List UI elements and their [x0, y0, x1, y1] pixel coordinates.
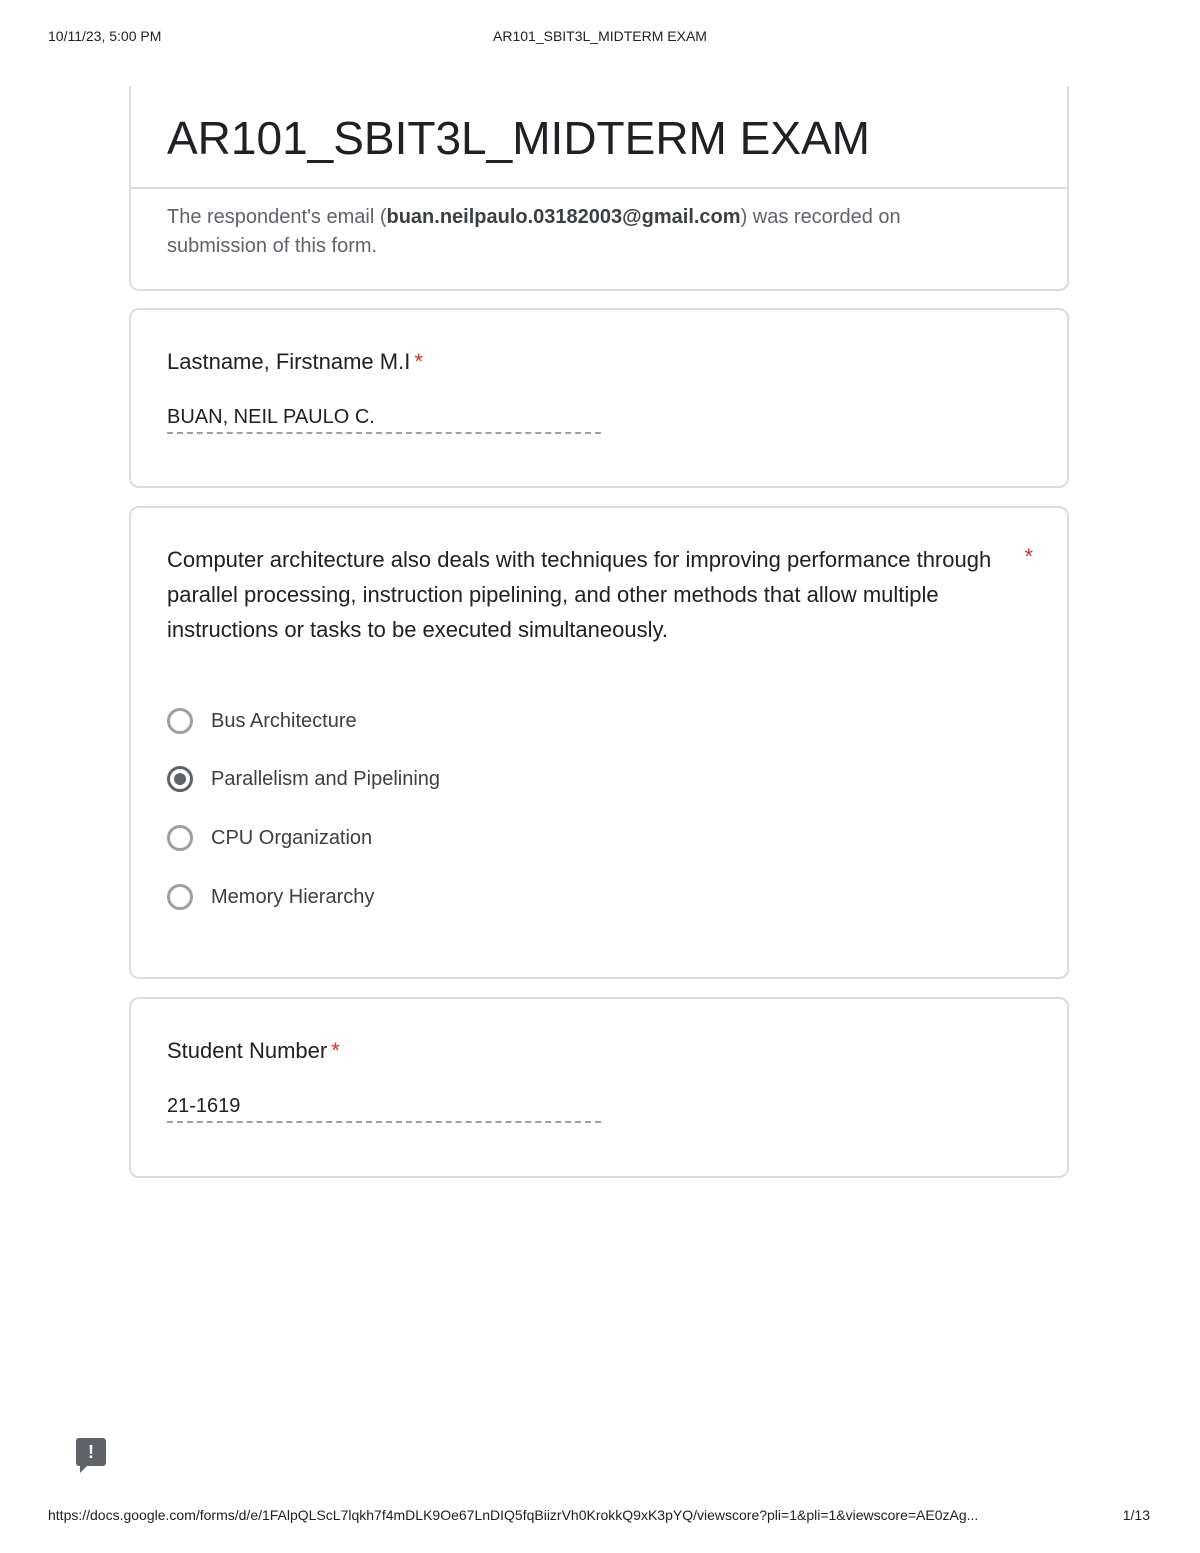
radio-button[interactable] — [167, 884, 193, 910]
email-notice-prefix: The respondent's email ( — [167, 206, 387, 228]
option-label: Bus Architecture — [211, 709, 357, 732]
option-label: Memory Hierarchy — [211, 885, 375, 908]
print-header — [48, 28, 1152, 48]
option-bus-architecture[interactable] — [167, 704, 357, 738]
option-label: Parallelism and Pipelining — [211, 767, 441, 790]
title-divider — [131, 187, 1067, 189]
radio-button-selected[interactable] — [167, 766, 193, 792]
print-url: https://docs.google.com/forms/d/e/1FAlpQLScL7lqkh7f4mDLK9Oe67LnDIQ5fqBiizrVh0KrokkQ9xK3pYQ/viewscore?pli=1&pli=1&viewscore=AE0zAg... — [48, 1507, 979, 1523]
feedback-icon[interactable]: ! — [76, 1438, 106, 1466]
name-label-text: Lastname, Firstname M.I — [167, 349, 411, 374]
option-memory-hierarchy[interactable] — [167, 880, 374, 914]
form-header-card — [129, 86, 1069, 291]
radio-button[interactable] — [167, 825, 193, 851]
email-recorded-notice — [167, 203, 987, 261]
option-cpu-organization[interactable] — [167, 821, 372, 855]
respondent-email: buan.neilpaulo.03182003@gmail.com — [386, 206, 741, 228]
radio-button[interactable] — [167, 708, 193, 734]
required-asterisk: * — [414, 349, 423, 374]
print-doc-title: AR101_SBIT3L_MIDTERM EXAM — [493, 28, 707, 44]
option-parallelism-and-pipelining[interactable] — [167, 762, 440, 796]
student-number-answer-field[interactable]: 21-1619 — [167, 1091, 601, 1123]
mcq-question-text: Computer architecture also deals with techniques for improving performance through parallel processing, instruction pipelining, and other methods that allow multiple instructions or tasks to be executed simultaneously. — [167, 547, 992, 642]
form-title: AR101_SBIT3L_MIDTERM EXAM — [167, 112, 871, 164]
question-label-name — [167, 344, 423, 379]
student-number-label-text: Student Number — [167, 1038, 328, 1063]
print-datetime: 10/11/23, 5:00 PM — [48, 28, 162, 44]
email-notice-suffix: ) was recorded on submission of this form. — [167, 206, 901, 257]
required-asterisk: * — [1024, 544, 1033, 569]
name-answer-field[interactable]: BUAN, NEIL PAULO C. — [167, 402, 601, 434]
option-label: CPU Organization — [211, 826, 373, 849]
print-footer — [48, 1507, 1150, 1527]
question-card-name — [129, 308, 1069, 488]
page-number: 1/13 — [1122, 1507, 1150, 1523]
question-card-student-number — [129, 997, 1069, 1178]
question-card-mcq — [129, 506, 1069, 979]
question-label-student-number — [167, 1033, 340, 1068]
required-asterisk: * — [331, 1038, 340, 1063]
